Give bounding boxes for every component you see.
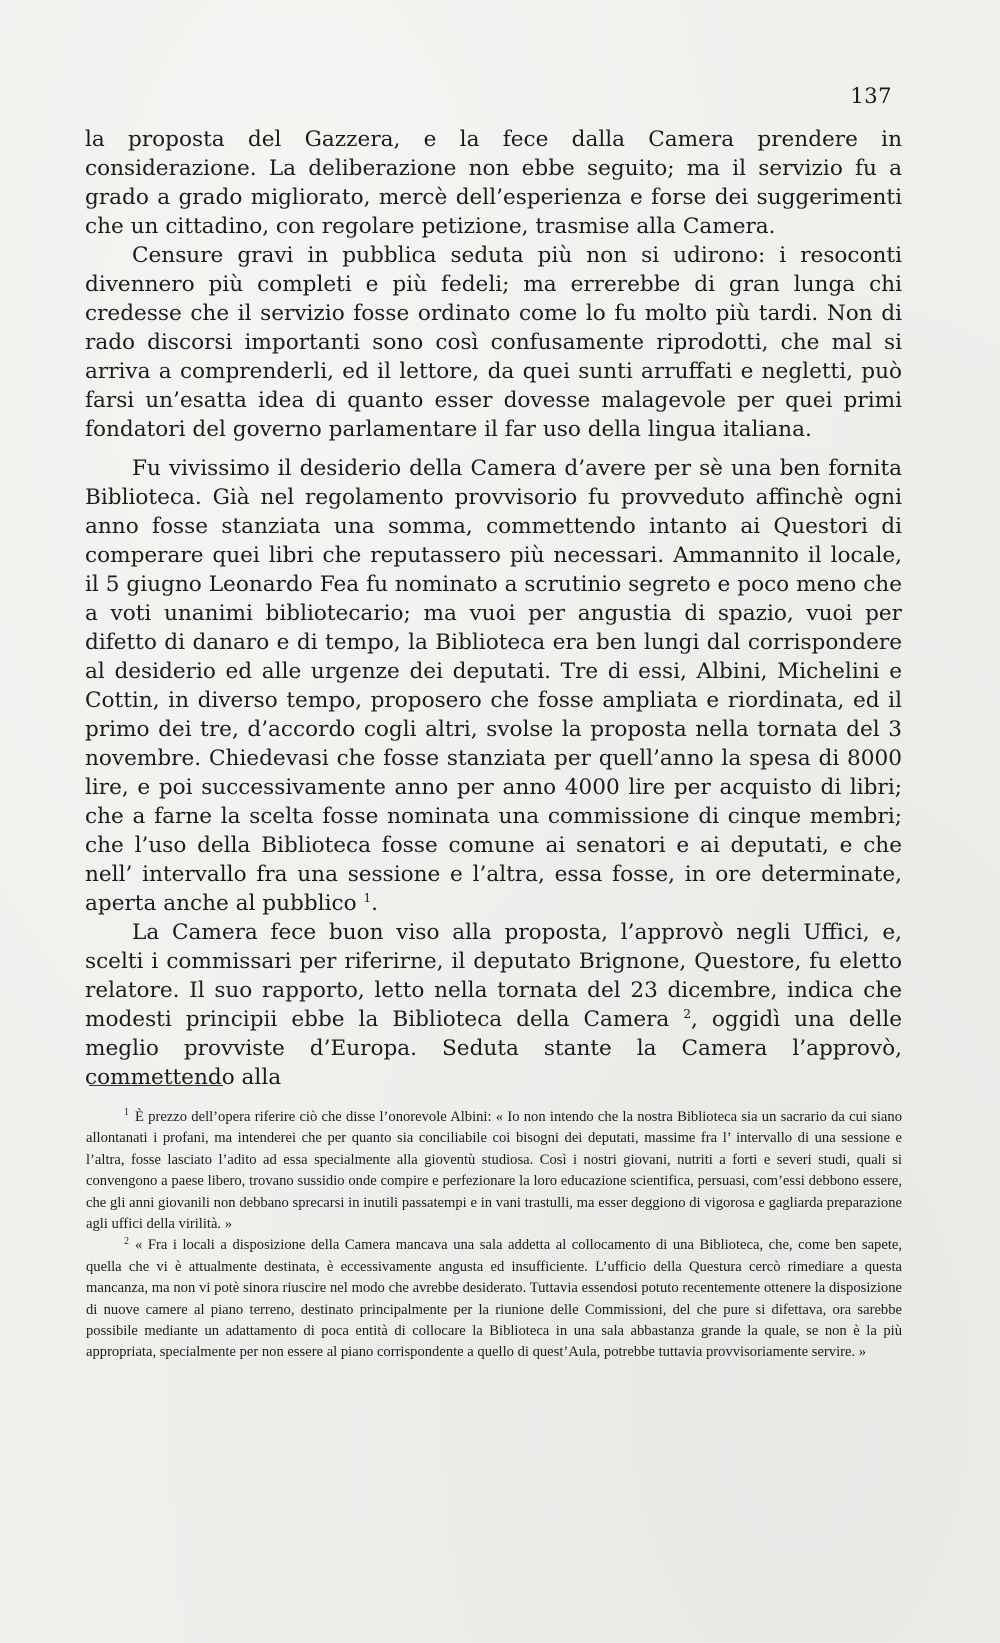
paragraph — [85, 918, 902, 1092]
footnote-ref: 2 — [683, 1006, 691, 1021]
footnotes — [86, 1107, 902, 1364]
paragraph: la proposta del Gazzera, e la fece dalla Camera prendere in considerazione. La deliberazione non ebbe seguito; ma il servizio fu a grado a grado migliorato, mercè dell’esperienza e forse dei suggerimenti che un cittadino, con regolare petizione, trasmise alla Camera. — [85, 127, 902, 239]
paragraph-text: , oggidì una delle meglio provviste d’Europa. Seduta stante la Camera l’approvò, commettendo alla — [85, 1007, 903, 1090]
paragraph-text: Fu vivissimo il desiderio della Camera d’avere per sè una ben fornita Biblioteca. Già nel regolamento provvisorio fu provveduto affinchè ogni anno fosse stanziata una somma, commettendo intanto ai Questori di comperare quei libri che reputassero più necessari. Ammannito il locale, il 5 giugno Leonardo Fea fu nominato a scrutinio segreto e poco meno che a voti unanimi bibliotecario; ma vuoi per angustia di spazio, vuoi per difetto di danaro e di tempo, la Biblioteca era ben lungi dal corrispondere al desiderio ed alle urgenze dei deputati. Tre di essi, Albini, Michelini e Cottin, in diverso tempo, proposero che fosse ampliata e riordinata, ed il primo dei tre, d’accordo cogli altri, svolse la proposta nella tornata del 3 novembre. Chiedevasi che fosse stanziata per quell’anno la spesa di 8000 lire, e poi successivamente anno per anno 4000 lire per acquisto di libri; che a farne la scelta fosse nominata una commissione di cinque membri; che l’uso della Biblioteca fosse comune ai senatori e ai deputati, e che nell’ intervallo fra una sessione e l’altra, essa fosse, in ore determinate, aperta anche al pubblico — [85, 456, 902, 916]
paragraph-text: La Camera fece buon viso alla proposta, l’approvò negli Uffici, e, scelti i commissari per riferirne, il deputato Brignone, Questore, fu eletto relatore. Il suo rapporto, letto nella tornata del 23 dicembre, indica che modesti principii ebbe la Biblioteca della Camera — [85, 920, 902, 1032]
paragraph-end: . — [371, 891, 378, 916]
body-text — [85, 125, 902, 1092]
paragraph — [85, 454, 902, 918]
page-number: 137 — [850, 84, 892, 108]
footnote-mark: 1 — [124, 1107, 129, 1119]
footnote-divider — [89, 1085, 223, 1086]
paragraph: Censure gravi in pubblica seduta più non si udirono: i resoconti divennero più completi e più fedeli; ma errerebbe di gran lunga chi credesse che il servizio fosse ordinato come lo fu molto più tardi. Non di rado discorsi importanti sono così confusamente riprodotti, che mal si arriva a comprenderli, ed il lettore, da quei sunti arruffati e negletti, può farsi un’esatta idea di quanto esser dovesse malagevole per quei primi fondatori del governo parlamentare il far uso della lingua italiana. — [85, 243, 902, 442]
footnote-text: È prezzo dell’opera riferire ciò che disse l’onorevole Albini: « Io non intendo che la nostra Biblioteca sia un sacrario da cui siano allontanati i profani, ma intenderei che per quanto sia conciliabile coi bisogni dei deputati, massime fra l’ intervallo di una sessione e l’altra, fosse lasciato l’adito ad essa specialmente alla gioventù studiosa. Così i nostri giovani, nutriti a forti e severi studi, quali si convengono a paese libero, trovano sussidio onde compire e perfezionare la loro educazione scientifica, persuasi, com’essi debbono essere, che gli anni giovanili non debbano sprecarsi in inutili passatempi e in vani trastulli, ma esser deggiono di vigorosa e gagliarda preparazione agli uffici della virilità. » — [86, 1109, 902, 1233]
footnote — [86, 1235, 902, 1363]
footnote-text: « Fra i locali a disposizione della Camera mancava una sala addetta al collocamento di una Biblioteca, che, come ben sapete, quella che vi è attualmente destinata, è eccessivamente angusta ed insufficiente. L’ufficio della Questura cercò rimediare a questa mancanza, ma non vi potè sinora riuscire nel modo che avrebbe desiderato. Tuttavia essendosi potuto recentemente ottenere la disposizione di nuove camere al piano terreno, destinato principalmente per la riunione delle Commissioni, del che pure si difettava, ora sarebbe possibile mediante un adattamento di poca entità di collocare la Biblioteca in una sala abbastanza grande la quale, se non è la più appropriata, specialmente per non essere al piano corrispondente a quello di quest’Aula, potrebbe tuttavia provvisoriamente servire. » — [86, 1237, 902, 1361]
footnote-mark: 2 — [124, 1235, 129, 1247]
footnote — [86, 1107, 902, 1235]
footnote-ref: 1 — [363, 890, 372, 905]
